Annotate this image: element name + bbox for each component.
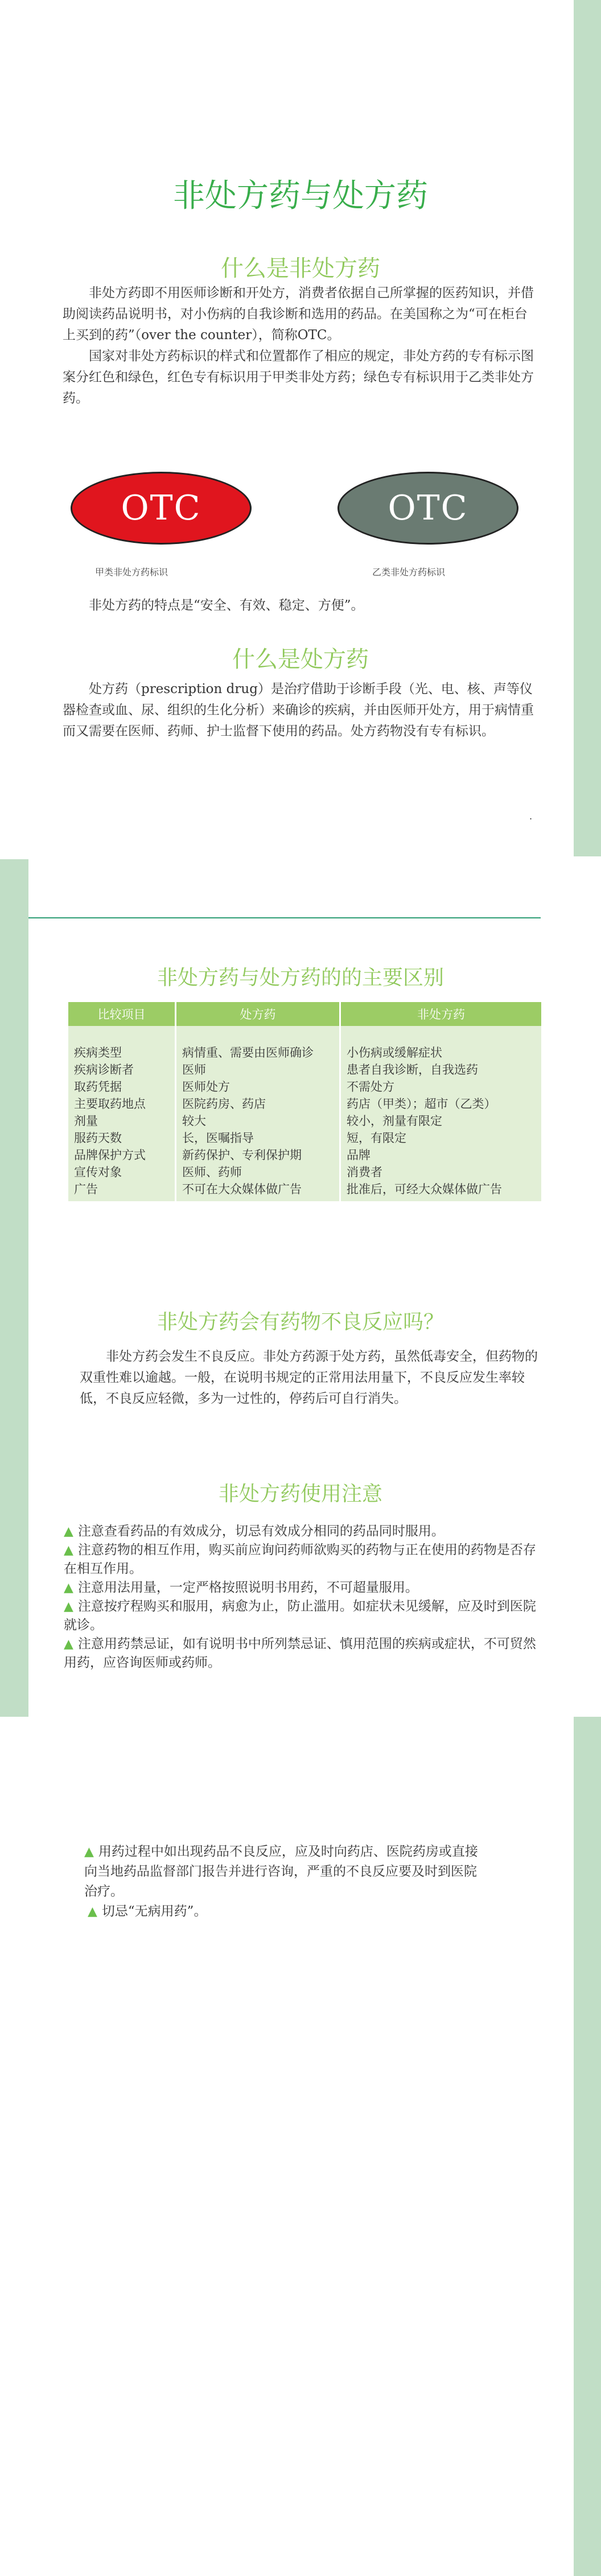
right-sidebar-top [574, 0, 601, 856]
triangle-bullet-icon: ▲ [88, 1905, 97, 1919]
header-item: 比较项目 [68, 1002, 176, 1026]
cell: 医师 [182, 1063, 206, 1077]
otc-features: 非处方药的特点是“安全、有效、稳定、方便”。 [89, 598, 364, 613]
comparison-table [68, 1002, 541, 1201]
cell: 消费者 [347, 1165, 382, 1179]
cell: 宣传对象 [74, 1165, 122, 1179]
cell: 品牌 [347, 1148, 371, 1162]
cell: 不可在大众媒体做广告 [182, 1182, 302, 1196]
otc-red-badge-text: OTC [121, 488, 201, 528]
adverse-heading: 非处方药会有药物不良反应吗？ [157, 1310, 444, 1334]
notes-item: ▲ 注意按疗程购买和服用，病愈为止，防止滥用。如症状未见缓解，应及时到医院就诊。 [64, 1599, 536, 1633]
comparison-body [68, 1026, 541, 1201]
cell: 医师、药师 [182, 1165, 242, 1179]
column-items [68, 1026, 176, 1201]
rx-paragraph-1: 处方药（prescription drug）是治疗借助于诊断手段（光、电、核、声等仪器检查或血、尿、组织的生化分析）来确诊的疾病，并由医师开处方，用于病情重而又需要在医师、药师、护士监督下使用的药品。处方药物没有专有标识。 [63, 682, 534, 739]
cell: 医院药房、药店 [182, 1097, 266, 1111]
cell: 较小，剂量有限定 [347, 1114, 442, 1128]
otc-red-caption: 甲类非处方药标识 [95, 567, 168, 578]
cell: 长，医嘱指导 [182, 1131, 254, 1145]
cell: 不需处方 [347, 1080, 394, 1094]
otc-green-badge [337, 472, 518, 545]
cell: 服药天数 [74, 1131, 122, 1145]
notes-list [64, 1522, 546, 1672]
column-rx [176, 1026, 340, 1201]
cell: 患者自我诊断，自我选药 [347, 1063, 478, 1077]
otc-green-badge-text: OTC [388, 488, 468, 528]
cell: 医师处方 [182, 1080, 230, 1094]
cell: 小伤病或缓解症状 [347, 1046, 442, 1060]
otc-paragraph-1: 非处方药即不用医师诊断和开处方，消费者依据自己所掌握的医药知识，并借助阅读药品说明书，对小伤病的自我诊断和选用的药品。在美国称之为“可在柜台上买到的药”（over the counter），简称OTC。 [63, 286, 534, 343]
cell: 疾病类型 [74, 1046, 122, 1060]
cell: 广告 [74, 1182, 98, 1196]
cell: 较大 [182, 1114, 206, 1128]
cell: 药店（甲类）；超市（乙类） [347, 1097, 496, 1111]
triangle-bullet-icon: ▲ [64, 1581, 73, 1595]
section-divider [28, 917, 541, 918]
notes-item: ▲ 注意药物的相互作用，购买前应询问药师欲购买的药物与正在使用的药物是否存在相互作用。 [64, 1543, 536, 1576]
cell: 剂量 [74, 1114, 98, 1128]
cell: 主要取药地点 [74, 1097, 146, 1111]
otc-red-badge [71, 472, 252, 545]
notes-item: ▲ 注意查看药品的有效成分，切忌有效成分相同的药品同时服用。 [64, 1524, 444, 1539]
header-otc: 非处方药 [340, 1002, 542, 1026]
diff-heading: 非处方药与处方药的的主要区别 [157, 966, 444, 990]
cell: 短，有限定 [347, 1131, 406, 1145]
rx-description [63, 679, 535, 742]
right-sidebar-bottom [574, 1717, 601, 2576]
page-title: 非处方药与处方药 [173, 178, 428, 215]
triangle-bullet-icon: ▲ [64, 1543, 73, 1557]
cell: 品牌保护方式 [74, 1148, 146, 1162]
extra-notes-item: ▲ 切忌“无病用药”。 [88, 1904, 207, 1919]
adverse-paragraph: 非处方药会发生不良反应。非处方药源于处方药，虽然低毒安全，但药物的双重性难以逾越。一般，在说明书规定的正常用法用量下，不良反应发生率较低，不良反应轻微，多为一过性的，停药后可自行消失。 [80, 1349, 538, 1406]
triangle-bullet-icon: ▲ [84, 1845, 94, 1859]
extra-notes-list [84, 1842, 483, 1922]
notes-heading: 非处方药使用注意 [218, 1482, 382, 1506]
comparison-header-row [68, 1002, 541, 1026]
column-otc [340, 1026, 542, 1201]
otc-heading: 什么是非处方药 [221, 255, 380, 282]
triangle-bullet-icon: ▲ [64, 1637, 73, 1651]
rx-trailing-dot: . [529, 811, 533, 822]
notes-item: ▲ 注意用法用量，一定严格按照说明书用药，不可超量服用。 [64, 1580, 418, 1595]
triangle-bullet-icon: ▲ [64, 1600, 73, 1614]
notes-item: ▲ 注意用药禁忌证，如有说明书中所列禁忌证、慎用范围的疾病或症状，不可贸然用药，应咨询医师或药师。 [64, 1637, 536, 1670]
cell: 取药凭据 [74, 1080, 122, 1094]
otc-paragraph-2: 国家对非处方药标识的样式和位置都作了相应的规定，非处方药的专有标示图案分红色和绿色，红色专有标识用于甲类非处方药；绿色专有标识用于乙类非处方药。 [63, 349, 534, 406]
cell: 疾病诊断者 [74, 1063, 134, 1077]
cell: 批准后，可经大众媒体做广告 [347, 1182, 502, 1196]
otc-description [63, 283, 535, 409]
adverse-description [80, 1346, 546, 1409]
extra-notes-item: ▲ 用药过程中如出现药品不良反应，应及时向药店、医院药房或直接向当地药品监督部门报告并进行咨询，严重的不良反应要及时到医院治疗。 [84, 1844, 478, 1899]
rx-heading: 什么是处方药 [232, 646, 369, 673]
cell: 病情重、需要由医师确诊 [182, 1046, 314, 1060]
triangle-bullet-icon: ▲ [64, 1524, 73, 1539]
header-rx: 处方药 [176, 1002, 340, 1026]
otc-green-caption: 乙类非处方药标识 [372, 567, 446, 578]
cell: 新药保护、专利保护期 [182, 1148, 302, 1162]
